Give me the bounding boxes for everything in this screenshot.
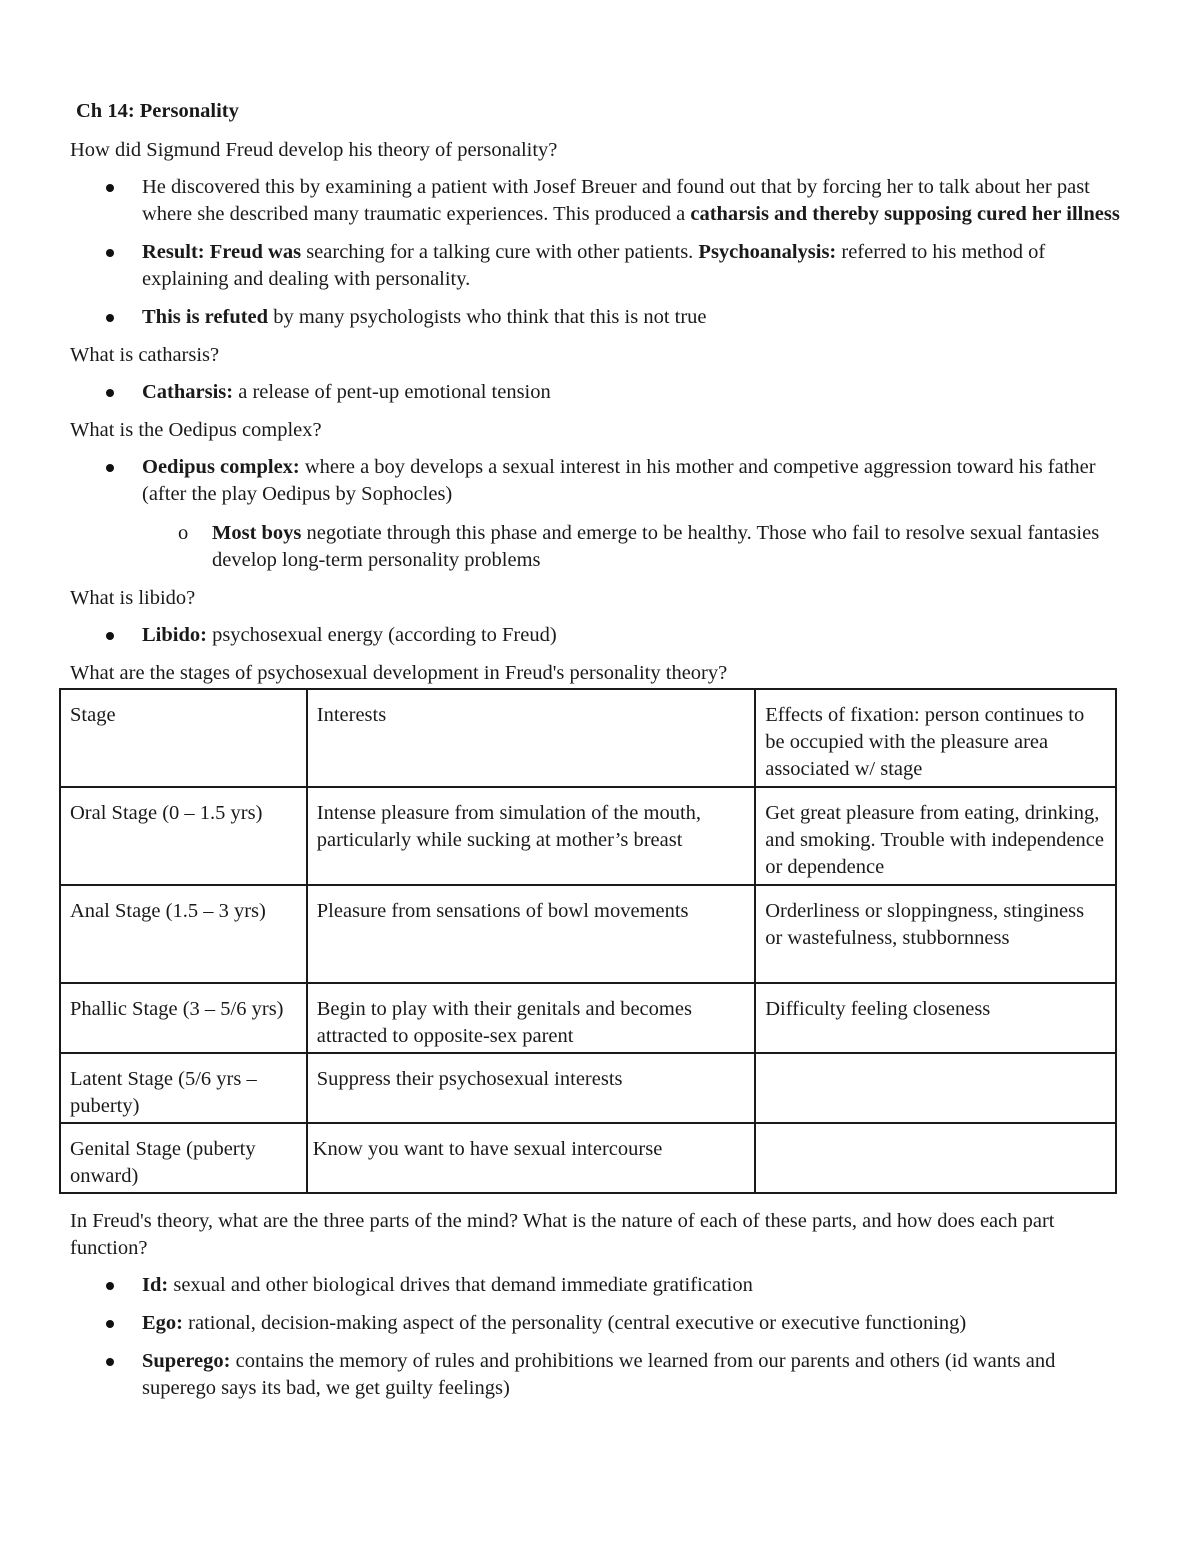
table-row [60,885,1116,983]
list-item: Catharsis: a release of pent-up emotional tension [70,379,1132,406]
list-item: Libido: psychosexual energy (according to Freud) [70,622,1132,649]
list-item: This is refuted by many psychologists who think that this is not true [70,304,1132,331]
table-cell: Stage [60,689,307,787]
bullet-list [70,174,1132,331]
list-item: Id: sexual and other biological drives that demand immediate gratification [70,1272,1132,1299]
stages-table [59,688,1117,1194]
table-cell: Difficulty feeling closeness [755,983,1116,1053]
bullet-list [70,622,1132,649]
list-item: Oedipus complex: where a boy develops a sexual interest in his mother and competive aggression toward his father (after the play Oedipus by Sophocles) o Most boys negotiate through this phase and emerge to be healthy. Those who fail to resolve sexual fantasies develop long-term personality problems [70,454,1132,574]
list-item: He discovered this by examining a patient with Josef Breuer and found out that by forcing her to talk about her past where she described many traumatic experiences. This produced a catharsis and thereby supposing cured her illness [70,174,1132,228]
question-oedipus: What is the Oedipus complex? [70,419,322,441]
table-row [60,1123,1116,1193]
question-libido: What is libido? [70,587,196,609]
bullet-list [70,454,1132,574]
sub-bullet-list [142,520,1132,574]
table-header-row [60,689,1116,787]
question-parts-of-mind: In Freud's theory, what are the three parts of the mind? What is the nature of each of these parts, and how does each part function? [70,1210,1055,1259]
document-page [70,98,1132,1413]
table-cell: Interests [307,689,755,787]
chapter-title: Ch 14: Personality [76,100,239,122]
bullet-list [70,1272,1132,1402]
table-cell [755,1123,1116,1193]
table-cell [755,1053,1116,1123]
table-row [60,983,1116,1053]
table-cell: Latent Stage (5/6 yrs – puberty) [60,1053,307,1123]
sub-list-item: o Most boys negotiate through this phase and emerge to be healthy. Those who fail to resolve sexual fantasies develop long-term personality problems [142,520,1132,574]
table-cell: Effects of fixation: person continues to be occupied with the pleasure area associated w/ stage [755,689,1116,787]
table-cell: Orderliness or sloppingness, stinginess or wastefulness, stubbornness [755,885,1116,983]
list-item: Ego: rational, decision-making aspect of the personality (central executive or executive functioning) [70,1310,1132,1337]
bullet-list [70,379,1132,406]
table-cell: Know you want to have sexual intercourse [307,1123,755,1193]
table-row [60,1053,1116,1123]
question-stages: What are the stages of psychosexual development in Freud's personality theory? [70,662,728,684]
table-cell: Genital Stage (puberty onward) [60,1123,307,1193]
table-cell: Suppress their psychosexual interests [307,1053,755,1123]
table-cell: Get great pleasure from eating, drinking, and smoking. Trouble with independence or dependence [755,787,1116,885]
table-cell: Begin to play with their genitals and becomes attracted to opposite-sex parent [307,983,755,1053]
list-item: Result: Freud was searching for a talking cure with other patients. Psychoanalysis: referred to his method of explaining and dealing with personality. [70,239,1132,293]
table-cell: Intense pleasure from simulation of the mouth, particularly while sucking at mother’s breast [307,787,755,885]
table-cell: Anal Stage (1.5 – 3 yrs) [60,885,307,983]
list-item: Superego: contains the memory of rules and prohibitions we learned from our parents and others (id wants and superego says its bad, we get guilty feelings) [70,1348,1132,1402]
table-row [60,787,1116,885]
table-cell: Oral Stage (0 – 1.5 yrs) [60,787,307,885]
table-cell: Pleasure from sensations of bowl movements [307,885,755,983]
question-catharsis: What is catharsis? [70,344,220,366]
table-cell: Phallic Stage (3 – 5/6 yrs) [60,983,307,1053]
question-freud-theory: How did Sigmund Freud develop his theory of personality? [70,139,558,161]
